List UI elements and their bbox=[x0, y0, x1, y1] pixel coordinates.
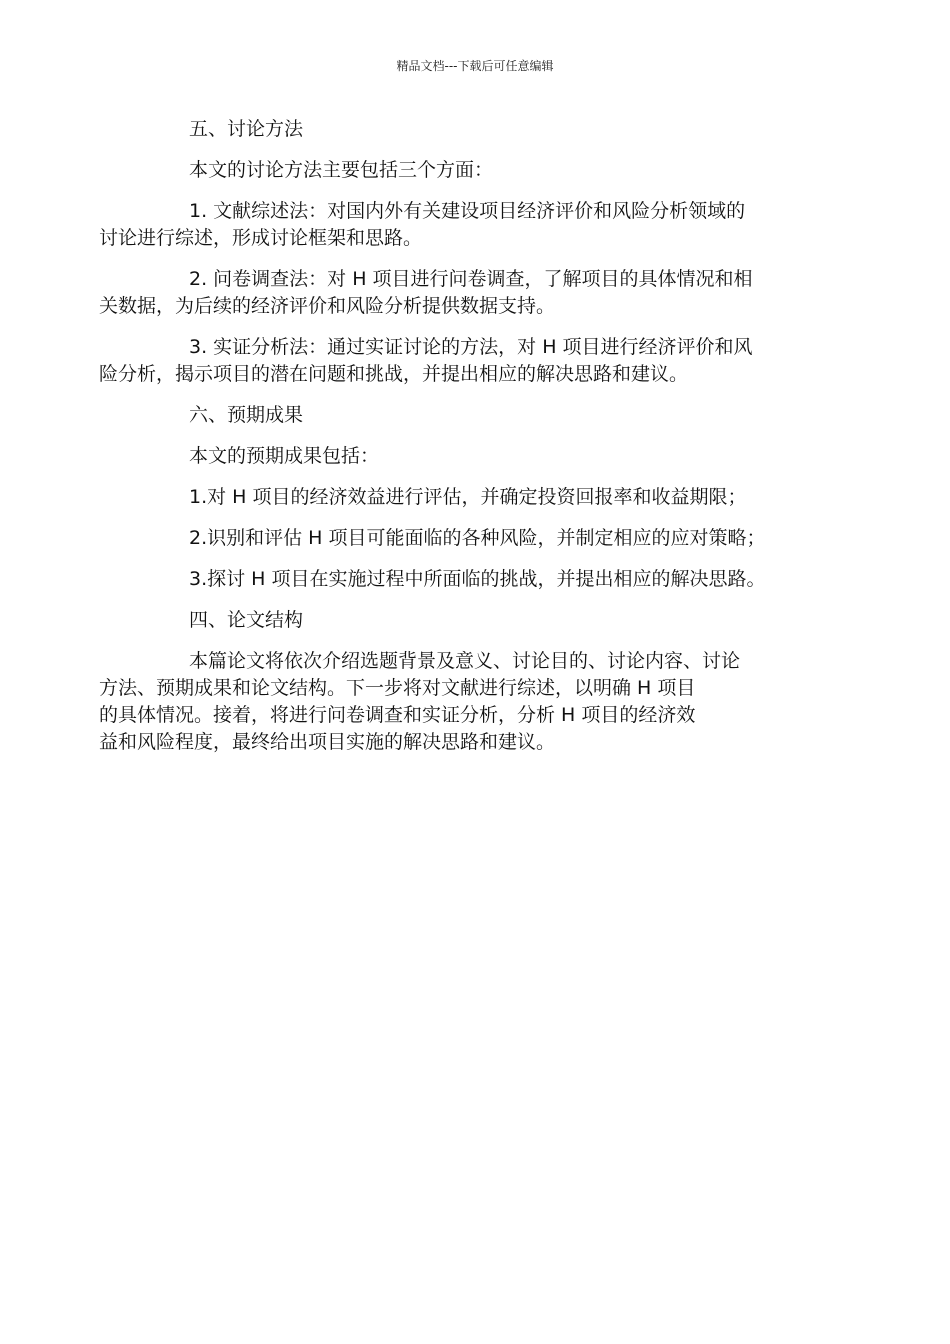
method-item-literature bbox=[99, 198, 814, 252]
structure-line2: 方法、预期成果和论文结构。下一步将对文献进行综述，以明确 H 项目 bbox=[99, 677, 696, 699]
method-item-empirical bbox=[99, 334, 814, 388]
document-body bbox=[99, 116, 814, 770]
expected-result-item-3: 3.探讨 H 项目在实施过程中所面临的挑战，并提出相应的解决思路。 bbox=[189, 568, 766, 590]
method-item-survey-line1: 2. 问卷调查法：对 H 项目进行问卷调查，了解项目的具体情况和相 bbox=[189, 268, 753, 290]
structure-line3: 的具体情况。接着，将进行问卷调查和实证分析，分析 H 项目的经济效 bbox=[99, 704, 696, 726]
method-item-survey bbox=[99, 266, 814, 320]
method-item-empirical-line2: 险分析，揭示项目的潜在问题和挑战，并提出相应的解决思路和建议。 bbox=[99, 363, 689, 385]
methods-intro: 本文的讨论方法主要包括三个方面： bbox=[189, 159, 494, 181]
section-heading-structure: 四、论文结构 bbox=[189, 609, 304, 631]
structure-paragraph bbox=[99, 648, 814, 756]
header-note: 精品文档---下载后可任意编辑 bbox=[396, 59, 554, 73]
expected-result-item-2: 2.识别和评估 H 项目可能面临的各种风险，并制定相应的应对策略； bbox=[189, 527, 766, 549]
section-heading-expected-results: 六、预期成果 bbox=[189, 404, 304, 426]
method-item-empirical-line1: 3. 实证分析法：通过实证讨论的方法，对 H 项目进行经济评价和风 bbox=[189, 336, 753, 358]
section-heading-methods: 五、讨论方法 bbox=[189, 118, 304, 140]
method-item-literature-line2: 讨论进行综述，形成讨论框架和思路。 bbox=[99, 227, 423, 249]
method-item-survey-line2: 关数据，为后续的经济评价和风险分析提供数据支持。 bbox=[99, 295, 556, 317]
method-item-literature-line1: 1. 文献综述法：对国内外有关建设项目经济评价和风险分析领域的 bbox=[189, 200, 746, 222]
structure-line4: 益和风险程度，最终给出项目实施的解决思路和建议。 bbox=[99, 731, 556, 753]
expected-results-intro: 本文的预期成果包括： bbox=[189, 445, 380, 467]
structure-line1: 本篇论文将依次介绍选题背景及意义、讨论目的、讨论内容、讨论 bbox=[189, 650, 741, 672]
expected-result-item-1: 1.对 H 项目的经济效益进行评估，并确定投资回报率和收益期限； bbox=[189, 486, 747, 508]
